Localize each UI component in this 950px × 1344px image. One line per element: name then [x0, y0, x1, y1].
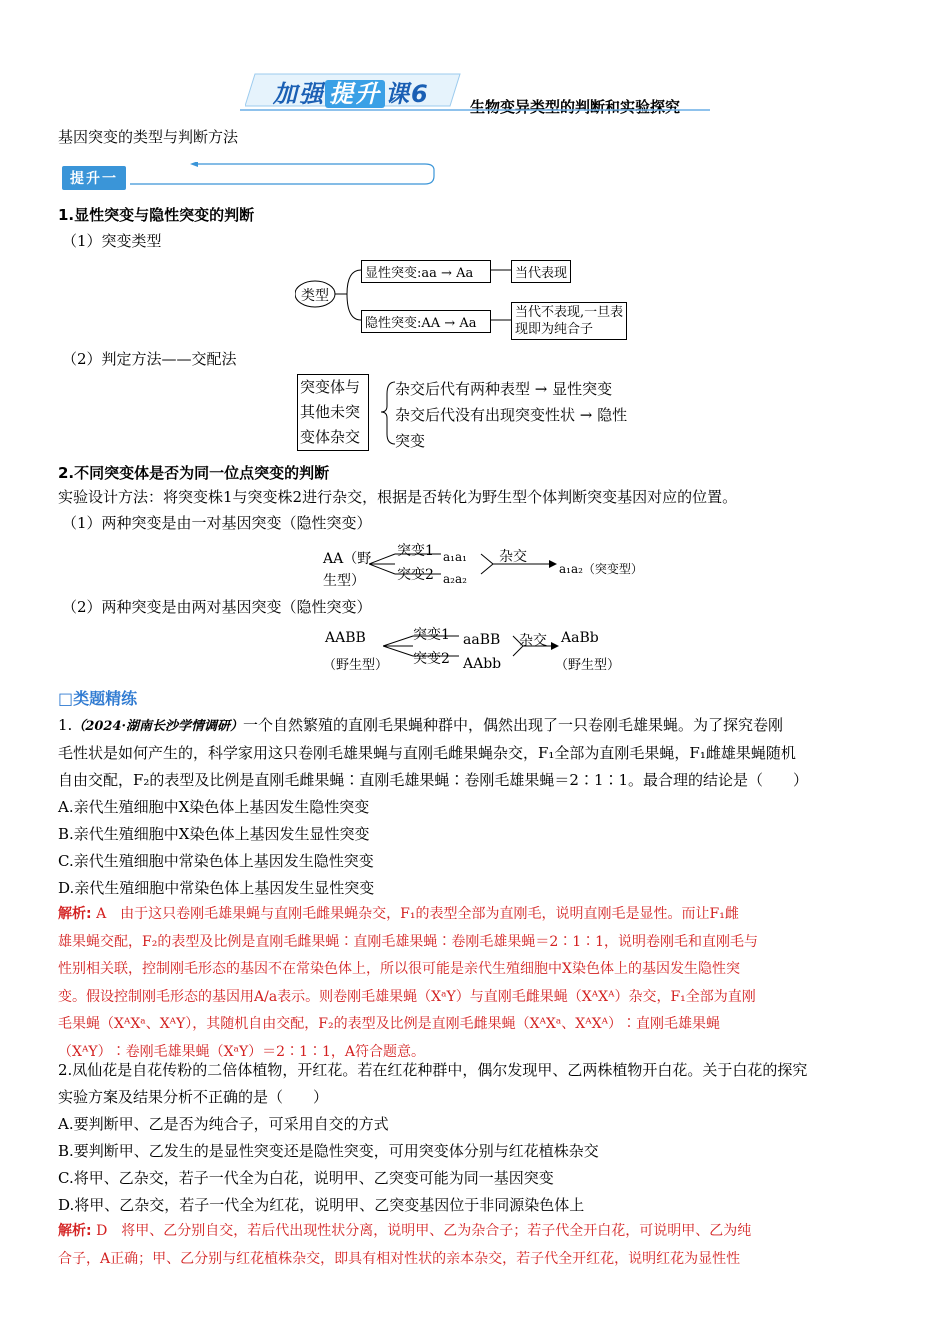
q1-analysis-line: 毛果蝇（XᴬXᵃ、XᴬY），其随机自由交配，F₂的表型及比例是直刚毛雌果蝇（XᴬXᵃ、XᴬXᴬ）∶直刚毛雄果蝇: [58, 1016, 720, 1032]
d4-genotype1: aaBB: [463, 632, 501, 648]
d3-cross: 杂交: [499, 549, 527, 565]
q2-stem-line2: 实验方案及结果分析不正确的是（ ）: [58, 1088, 329, 1106]
tisheng-label: 提升一: [62, 166, 126, 190]
recessive-mutation-box: 隐性突变:AA → Aa: [361, 310, 491, 333]
d4-result: AaBb: [561, 630, 599, 646]
practice-title: □类题精练: [58, 689, 138, 708]
d3-wild2: 生型）: [323, 573, 365, 589]
q1-analysis-line: 性别相关联，控制刚毛形态的基因不在常染色体上，所以很可能是亲代生殖细胞中X染色体上的基因发生隐性突: [58, 961, 740, 977]
q1-analysis-line: 雄果蝇交配，F₂的表型及比例是直刚毛雌果蝇∶直刚毛雄果蝇∶卷刚毛雄果蝇＝2∶1∶1，说明卷刚毛和直刚毛与: [58, 933, 759, 950]
lesson-banner: [245, 72, 465, 108]
q1-analysis: [58, 901, 898, 1066]
d4-genotype2: AAbb: [463, 656, 502, 672]
part2-case1: （1）两种突变是由一对基因突变（隐性突变）: [62, 514, 372, 532]
diagram1-root: 类型: [301, 288, 329, 304]
banner-title: 加强 提升 课6: [273, 80, 430, 108]
q1-option-b: B.亲代生殖细胞中X染色体上基因发生显性突变: [58, 825, 370, 843]
q1-stem-line2: 毛性状是如何产生的，科学家用这只卷刚毛雄果蝇与直刚毛雌果蝇杂交，F₁全部为直刚毛果蝇，F₁雌雄果蝇随机: [58, 744, 796, 762]
q1-option-d: D.亲代生殖细胞中常染色体上基因发生显性突变: [58, 879, 375, 897]
tisheng-header: [60, 162, 435, 188]
d4-wild2: （野生型）: [323, 658, 389, 673]
q1-stem-line3: 自由交配，F₂的表型及比例是直刚毛雌果蝇∶直刚毛雄果蝇∶卷刚毛雄果蝇＝2∶1∶1。最合理的结论是（ ）: [58, 771, 809, 789]
dominant-mutation-box: 显性突变:aa → Aa: [361, 260, 491, 283]
part2-design: 实验设计方法：将突变株1与突变株2进行杂交，根据是否转化为野生型个体判断突变基因对应的位置。: [58, 488, 738, 506]
q2-option-a: A.要判断甲、乙是否为纯合子，可采用自交的方式: [58, 1115, 389, 1133]
section-title: 基因突变的类型与判断方法: [58, 128, 239, 146]
d3-genotype1: a₁a₁: [443, 550, 467, 564]
diagram2-line3: 突变: [395, 432, 426, 450]
d4-cross: 杂交: [519, 633, 547, 649]
crossing-method-diagram: [297, 374, 667, 454]
lesson-subtitle: 生物变异类型的判断和实验探究: [470, 98, 681, 116]
part2-case2: （2）两种突变是由两对基因突变（隐性突变）: [62, 598, 372, 616]
q2-option-d: D.将甲、乙杂交，若子一代全为红花，说明甲、乙突变基因位于非同源染色体上: [58, 1196, 585, 1214]
d3-genotype2: a₂a₂: [443, 572, 467, 586]
part2-heading: 2.不同突变体是否为同一位点突变的判断: [58, 464, 330, 482]
d3-result: a₁a₂（突变型）: [559, 562, 643, 576]
q1-option-c: C.亲代生殖细胞中常染色体上基因发生隐性突变: [58, 852, 374, 870]
q1-option-a: A.亲代生殖细胞中X染色体上基因发生隐性突变: [58, 798, 370, 816]
diagram2-line2: 杂交后代没有出现突变性状 → 隐性: [395, 406, 628, 424]
d3-wild: AA（野: [323, 551, 372, 567]
d4-result2: （野生型）: [555, 658, 621, 673]
q2-analysis-line: 合子，A正确；甲、乙分别与红花植株杂交，即具有相对性状的亲本杂交，若子代全开红花，说明红花为显性性: [58, 1250, 741, 1267]
question-2: [58, 1057, 898, 1219]
q2-option-b: B.要判断甲、乙发生的是显性突变还是隐性突变，可用突变体分别与红花植株杂交: [58, 1142, 599, 1160]
mutation-type-diagram: [295, 254, 655, 342]
q1-stem-line1: 1.（2024·湖南长沙学情调研）一个自然繁殖的直刚毛果蝇种群中，偶然出现了一只卷刚毛雄果蝇。为了探究卷刚: [58, 716, 784, 734]
q1-analysis-line: 变。假设控制刚毛形态的基因用A/a表示。则卷刚毛雄果蝇（XᵃY）与直刚毛雌果蝇（XᴬXᴬ）杂交，F₁全部为直刚: [58, 988, 756, 1005]
q2-stem-line1: 2.凤仙花是自花传粉的二倍体植物，开红花。若在红花种群中，偶尔发现甲、乙两株植物开白花。关于白花的探究: [58, 1061, 808, 1079]
header-underline: [240, 108, 710, 112]
q1-analysis-line: （XᴬY）∶卷刚毛雄果蝇（XᵃY）＝2∶1∶1，A符合题意。: [58, 1043, 426, 1060]
d4-mutation1: 突变1: [413, 627, 450, 643]
d4-wild: AABB: [325, 630, 366, 646]
question-1: [58, 712, 898, 902]
d3-mutation2: 突变2: [397, 567, 434, 583]
q2-analysis: [58, 1218, 898, 1273]
q2-analysis-line: 解析: D 将甲、乙分别自交，若后代出现性状分离，说明甲、乙为杂合子；若子代全开白花，可说明甲、乙为纯: [58, 1223, 752, 1239]
two-gene-diagram: [323, 622, 643, 678]
part1-sub1: （1）突变类型: [62, 232, 162, 250]
d3-mutation1: 突变1: [397, 543, 434, 559]
recessive-result-box: 当代不表现,一旦表 现即为纯合子: [511, 302, 627, 340]
diagram2-box: 突变体与 其他未突 变体杂交: [297, 374, 369, 451]
dominant-result-box: 当代表现: [511, 260, 571, 283]
q1-analysis-line: 解析: A 由于这只卷刚毛雄果蝇与直刚毛雌果蝇杂交，F₁的表型全部为直刚毛，说明直刚毛是显性。而让F₁雌: [58, 906, 739, 922]
diagram2-line1: 杂交后代有两种表型 → 显性突变: [395, 380, 613, 398]
part1-sub2: （2）判定方法——交配法: [62, 350, 237, 368]
q2-option-c: C.将甲、乙杂交，若子一代全为白花，说明甲、乙突变可能为同一基因突变: [58, 1169, 554, 1187]
d4-mutation2: 突变2: [413, 651, 450, 667]
part1-heading: 1.显性突变与隐性突变的判断: [58, 206, 255, 224]
one-gene-diagram: [323, 540, 643, 592]
